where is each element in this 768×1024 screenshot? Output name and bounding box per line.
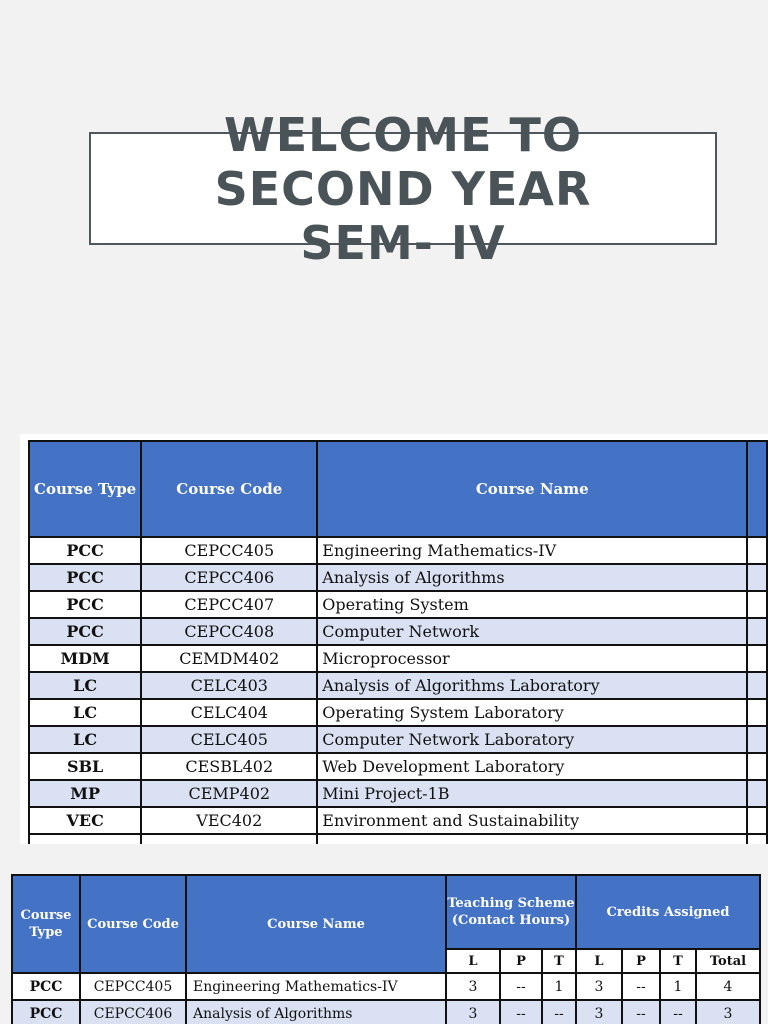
table-row <box>29 537 767 564</box>
course-code: CELC404 <box>141 699 317 726</box>
header-teaching-l: L <box>446 949 500 973</box>
cropped-cell <box>747 618 767 645</box>
course-code: CEPCC408 <box>141 618 317 645</box>
cropped-cell <box>747 537 767 564</box>
course-code: CEPCC406 <box>80 1000 186 1024</box>
course-type: LC <box>29 699 141 726</box>
credits-total: 3 <box>696 1000 760 1024</box>
course-name: Operating System Laboratory <box>317 699 747 726</box>
cropped-cell <box>747 726 767 753</box>
teaching-p: -- <box>500 973 542 1000</box>
course-name: Web Development Laboratory <box>317 753 747 780</box>
course-name: Engineering Mathematics-IV <box>186 973 446 1000</box>
course-type: PCC <box>29 564 141 591</box>
cropped-cell <box>317 834 747 844</box>
header-cropped-column <box>747 441 767 537</box>
header-credits-total: Total <box>696 949 760 973</box>
table-row <box>12 1000 760 1024</box>
cropped-cell <box>747 780 767 807</box>
header-teaching-t: T <box>542 949 576 973</box>
course-type: LC <box>29 672 141 699</box>
header-credits-l: L <box>576 949 622 973</box>
table-row <box>29 672 767 699</box>
course-code: CEMP402 <box>141 780 317 807</box>
course-code: CESBL402 <box>141 753 317 780</box>
cropped-cell <box>747 672 767 699</box>
table-row-cropped <box>29 834 767 844</box>
cropped-cell <box>141 834 317 844</box>
course-name: Analysis of Algorithms <box>186 1000 446 1024</box>
course-type: PCC <box>12 1000 80 1024</box>
table-row <box>29 564 767 591</box>
course-type: MP <box>29 780 141 807</box>
course-type: SBL <box>29 753 141 780</box>
teaching-t: 1 <box>542 973 576 1000</box>
credits-p: -- <box>622 1000 660 1024</box>
course-name: Analysis of Algorithms Laboratory <box>317 672 747 699</box>
course-code: CELC403 <box>141 672 317 699</box>
course-type: VEC <box>29 807 141 834</box>
cropped-cell <box>747 645 767 672</box>
header-course-name: Course Name <box>186 875 446 973</box>
course-table-2 <box>11 874 761 1024</box>
course-name: Analysis of Algorithms <box>317 564 747 591</box>
table-row <box>29 807 767 834</box>
cropped-cell <box>29 834 141 844</box>
table-row <box>29 618 767 645</box>
header-course-type: Course Type <box>12 875 80 973</box>
course-name: Computer Network <box>317 618 747 645</box>
table-row <box>29 726 767 753</box>
header-course-type: Course Type <box>29 441 141 537</box>
table-row <box>12 973 760 1000</box>
course-type: MDM <box>29 645 141 672</box>
cropped-cell <box>747 834 767 844</box>
teaching-p: -- <box>500 1000 542 1024</box>
course-code: CEPCC407 <box>141 591 317 618</box>
header-teaching-p: P <box>500 949 542 973</box>
table-row <box>29 780 767 807</box>
header-teaching-scheme: Teaching Scheme (Contact Hours) <box>446 875 576 949</box>
teaching-t: -- <box>542 1000 576 1024</box>
header-credits-assigned: Credits Assigned <box>576 875 760 949</box>
credits-p: -- <box>622 973 660 1000</box>
course-type: PCC <box>29 537 141 564</box>
page-title: WELCOME TO SECOND YEAR SEM- IV <box>214 108 592 270</box>
cropped-cell <box>747 699 767 726</box>
course-name: Mini Project-1B <box>317 780 747 807</box>
cropped-cell <box>747 753 767 780</box>
course-type: PCC <box>12 973 80 1000</box>
header-credits-p: P <box>622 949 660 973</box>
cropped-cell <box>747 807 767 834</box>
table-row <box>29 591 767 618</box>
cropped-cell <box>747 591 767 618</box>
course-name: Engineering Mathematics-IV <box>317 537 747 564</box>
credits-total: 4 <box>696 973 760 1000</box>
teaching-l: 3 <box>446 973 500 1000</box>
course-code: CEPCC406 <box>141 564 317 591</box>
course-code: VEC402 <box>141 807 317 834</box>
course-table-1 <box>28 440 768 844</box>
course-code: CEMDM402 <box>141 645 317 672</box>
course-name: Operating System <box>317 591 747 618</box>
course-name: Environment and Sustainability <box>317 807 747 834</box>
cropped-cell <box>747 564 767 591</box>
course-code: CELC405 <box>141 726 317 753</box>
header-course-code: Course Code <box>141 441 317 537</box>
course-type: PCC <box>29 618 141 645</box>
header-course-name: Course Name <box>317 441 747 537</box>
credits-l: 3 <box>576 973 622 1000</box>
header-course-code: Course Code <box>80 875 186 973</box>
course-code: CEPCC405 <box>80 973 186 1000</box>
teaching-l: 3 <box>446 1000 500 1024</box>
course-name: Computer Network Laboratory <box>317 726 747 753</box>
credits-l: 3 <box>576 1000 622 1024</box>
table-row <box>29 699 767 726</box>
credits-t: 1 <box>660 973 696 1000</box>
course-table-image <box>20 434 768 844</box>
table-row <box>29 645 767 672</box>
course-code: CEPCC405 <box>141 537 317 564</box>
table-row <box>29 753 767 780</box>
course-type: PCC <box>29 591 141 618</box>
header-credits-t: T <box>660 949 696 973</box>
course-type: LC <box>29 726 141 753</box>
credits-t: -- <box>660 1000 696 1024</box>
course-name: Microprocessor <box>317 645 747 672</box>
